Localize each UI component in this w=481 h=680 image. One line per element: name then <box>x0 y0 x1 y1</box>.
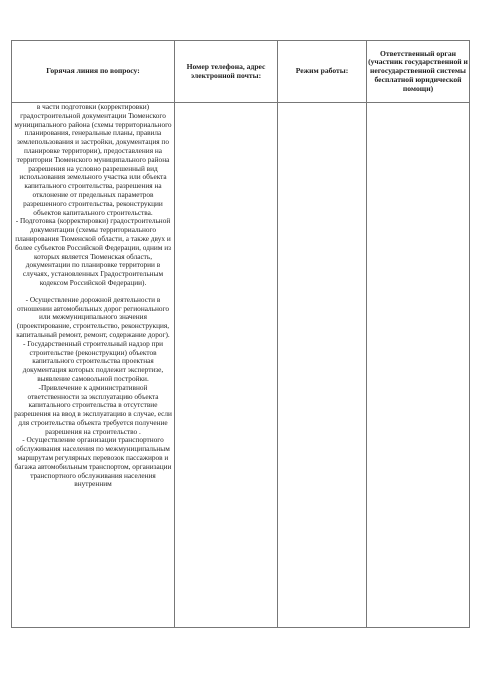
responsible-body-cell <box>367 103 470 628</box>
table-row <box>12 103 470 628</box>
phone-email-cell <box>175 103 278 628</box>
header-hotline-topic: Горячая линия по вопросу: <box>12 41 175 103</box>
work-hours-cell <box>278 103 367 628</box>
header-phone-email: Номер телефона, адрес электронной почты: <box>175 41 278 103</box>
hotline-table <box>11 40 470 628</box>
header-work-hours: Режим работы: <box>278 41 367 103</box>
table-header-row <box>12 41 470 103</box>
hotline-topic-cell <box>12 103 175 628</box>
header-responsible-body: Ответственный орган (участник государственной и негосударственной системы бесплатной юридической помощи) <box>367 41 470 103</box>
topic-paragraph: в части подготовки (корректировки) градостроительной документации Тюменского муниципального района (схемы территориального планирования, генеральные планы, правила землепользования и застройки, документация по планировке территории), предоставления на территории Тюменского муниципального района разрешения на условно разрешенный вид использования земельного участка или объекта капитального строительства, разрешения на отклонение от предельных параметров разрешенного строительства, реконструкции объектов капитального строительства. <box>14 102 172 217</box>
topic-paragraph: -Привлечение к административной ответственности за эксплуатацию объекта капитального строительства в отсутствие разрешения на ввод в эксплуатацию в случае, если для строительства объекта требуется получение разрешения на строительство . <box>14 382 172 436</box>
topic-paragraph: - Государственный строительный надзор при строительстве (реконструкции) объектов капитального строительства проектная документация которых подлежит экспертизе, выявление самовольной постройки. <box>22 338 164 383</box>
topic-paragraph: - Осуществление организации транспортного обслуживания населения по межмуниципальным маршрутам регулярных перевозок пассажиров и багажа автомобильным транспортом, организации транспортного обслуживания населения внутренним <box>14 435 172 489</box>
topic-paragraph: - Подготовка (корректировки) градостроительной документации (схемы территориального планирования Тюменской области, а также двух и более субъектов Российской Федерации, одним из которых является Тюменская область, документации по планировке территории в случаях, установленных Градостроительным кодексом Российской Федерации). <box>15 216 171 287</box>
topic-paragraph: - Осуществление дорожной деятельности в отношении автомобильных дорог регионального или межмуниципального значения (проектирование, строительство, реконструкция, капитальный ремонт, ремонт, содержание дорог). <box>16 294 170 339</box>
